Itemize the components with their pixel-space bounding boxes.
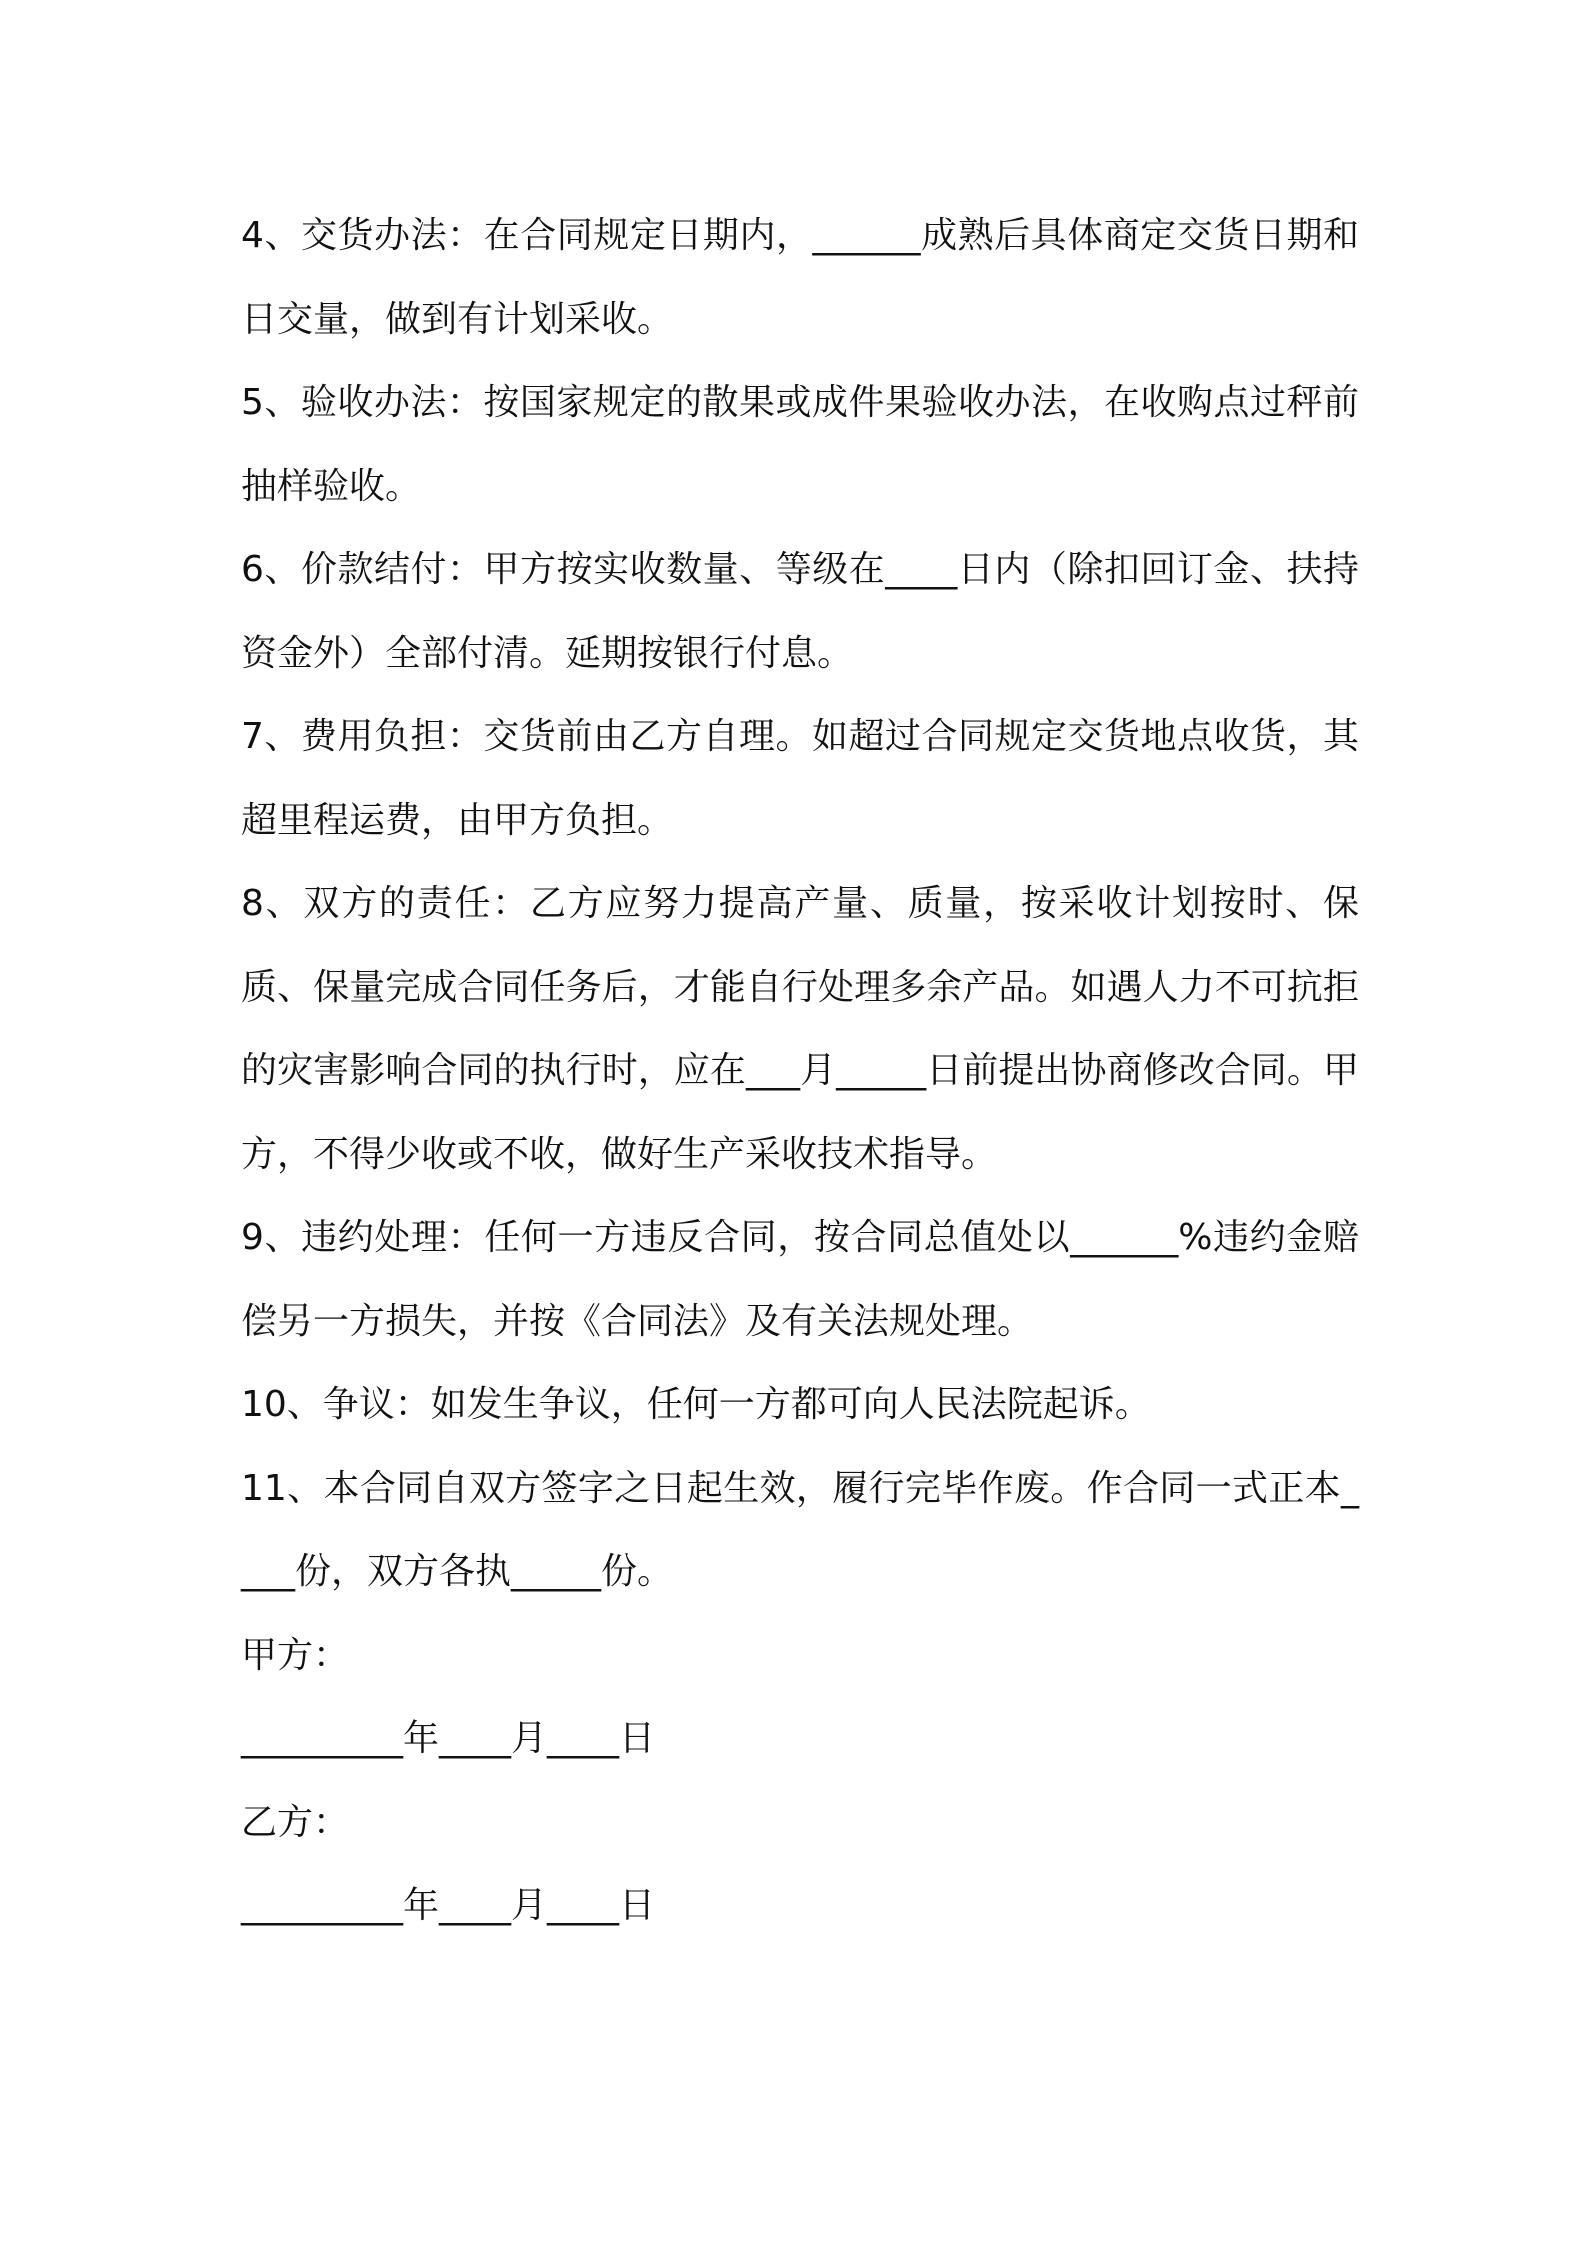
clause-responsibilities: 8、双方的责任：乙方应努力提高产量、质量，按采收计划按时、保质、保量完成合同任务后，才能自行处理多余产品。如遇人力不可抗拒的灾害影响合同的执行时，应在___月_____日前提出协商修改合同。甲方，不得少收或不收，做好生产采收技术指导。 — [241, 883, 1359, 1175]
party-b-date: _________年____月____日 — [241, 1885, 655, 1926]
clause-expenses: 7、费用负担：交货前由乙方自理。如超过合同规定交货地点收货，其超里程运费，由甲方负担。 — [241, 716, 1359, 841]
clause-acceptance: 5、验收办法：按国家规定的散果或成件果验收办法，在收购点过秤前抽样验收。 — [241, 382, 1359, 507]
clause-breach: 9、违约处理：任何一方违反合同，按合同总值处以______%违约金赔偿另一方损失，并按《合同法》及有关法规处理。 — [241, 1217, 1359, 1342]
party-a-label: 甲方： — [241, 1634, 350, 1676]
party-b-label: 乙方： — [241, 1801, 350, 1843]
party-a-date: _________年____月____日 — [241, 1718, 655, 1759]
clause-payment: 6、价款结付：甲方按实收数量、等级在____日内（除扣回订金、扶持资金外）全部付清。延期按银行付息。 — [241, 549, 1359, 674]
contract-body — [241, 194, 1359, 1948]
clause-dispute: 10、争议：如发生争议，任何一方都可向人民法院起诉。 — [241, 1384, 1151, 1425]
clause-delivery: 4、交货办法：在合同规定日期内，______成熟后具体商定交货日期和日交量，做到有计划采收。 — [241, 215, 1359, 340]
clause-effectiveness: 11、本合同自双方签字之日起生效，履行完毕作废。作合同一式正本____份，双方各执_____份。 — [241, 1467, 1359, 1592]
